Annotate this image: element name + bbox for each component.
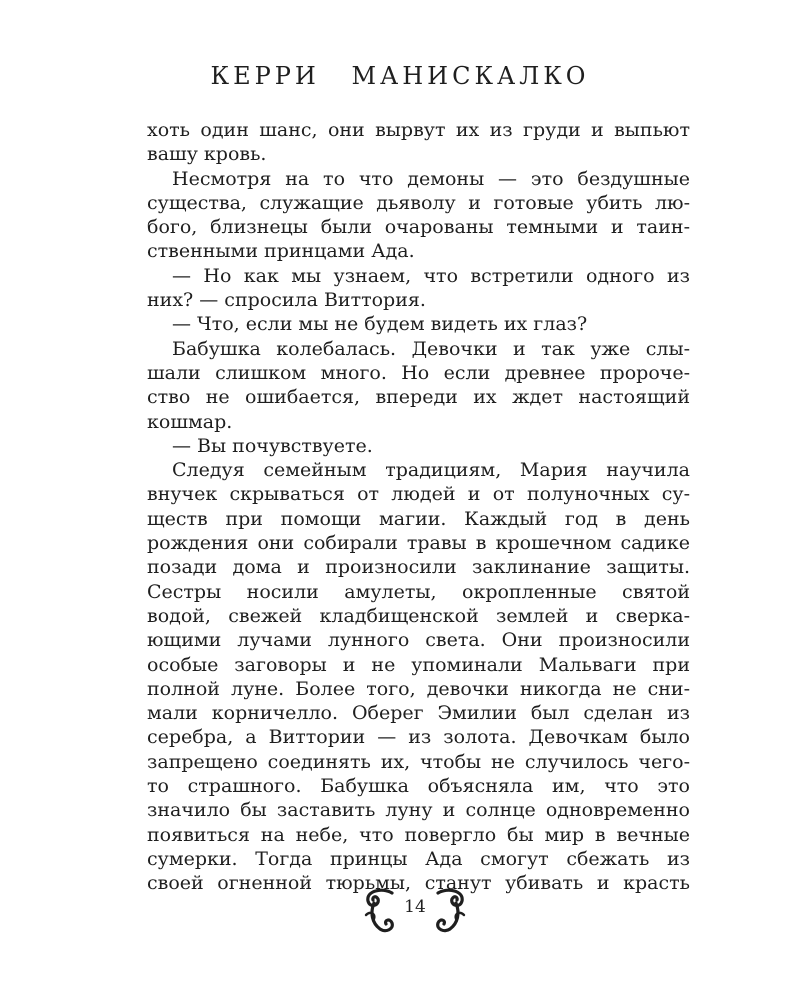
text-line: — Вы почувствуете.	[172, 434, 373, 457]
text-line: рождения они собирали травы в крошечном садике	[147, 532, 690, 555]
text-line: водой, свежей кладбищенской землей и сверка-	[147, 604, 690, 627]
text-line: — Что, если мы не будем видеть их глаз?	[172, 313, 588, 336]
text-line: шали слишком много. Но если древнее пророче-	[147, 361, 690, 384]
text-line: сумерки. Тогда принцы Ада смогут сбежать из	[147, 847, 690, 870]
body-text	[147, 118, 690, 896]
page-number: 14	[404, 897, 426, 917]
text-line: своей огненной тюрьмы, станут убивать и красть	[147, 872, 690, 895]
text-line: появиться на небе, что повергло бы мир в вечные	[147, 823, 690, 846]
text-line: ство не ошибается, впереди их ждет настоящий	[147, 386, 690, 409]
text-line: мали корничелло. Оберег Эмилии был сделан из	[147, 702, 690, 725]
text-line: вашу кровь.	[147, 143, 267, 166]
text-line: то страшного. Бабушка объясняла им, что это	[147, 775, 690, 798]
text-line: полной луне. Более того, девочки никогда не сни-	[147, 677, 690, 700]
text-line: ществ при помощи магии. Каждый год в день	[147, 507, 690, 530]
text-line: хоть один шанс, они вырвут их из груди и выпьют	[147, 119, 690, 141]
page-folio	[360, 885, 470, 935]
text-line: — Но как мы узнаем, что встретили одного из	[172, 264, 690, 287]
text-line: особые заговоры и не упоминали Мальваги при	[147, 653, 690, 676]
text-line: ственными принцами Ада.	[147, 240, 415, 263]
text-line: Несмотря на то что демоны — это бездушные	[172, 167, 690, 190]
text-line: Следуя семейным традициям, Мария научила	[172, 459, 690, 482]
running-title: КЕРРИ МАНИСКАЛКО	[210, 62, 590, 90]
text-line: позади дома и произносили заклинание защиты.	[147, 556, 690, 579]
text-line: существа, служащие дьяволу и готовые убить лю-	[147, 191, 690, 214]
right-ornament-icon	[430, 885, 470, 935]
text-line: внучек скрываться от людей и от полуночных су-	[147, 483, 690, 506]
text-line: ющими лучами лунного света. Они произносили	[147, 629, 690, 652]
text-line: Сестры носили амулеты, окропленные святой	[147, 580, 690, 603]
text-line: кошмар.	[147, 410, 233, 433]
text-line: Бабушка колебалась. Девочки и так уже слы-	[172, 337, 690, 360]
text-line: бого, близнецы были очарованы темными и таин-	[147, 216, 690, 239]
text-line: значило бы заставить луну и солнце одновременно	[147, 799, 690, 822]
running-header	[0, 62, 800, 90]
text-line: них? — спросила Виттория.	[147, 289, 426, 312]
text-line: запрещено соединять их, чтобы не случилось чего-	[147, 750, 690, 773]
text-line: серебра, а Виттории — из золота. Девочкам было	[147, 726, 690, 749]
